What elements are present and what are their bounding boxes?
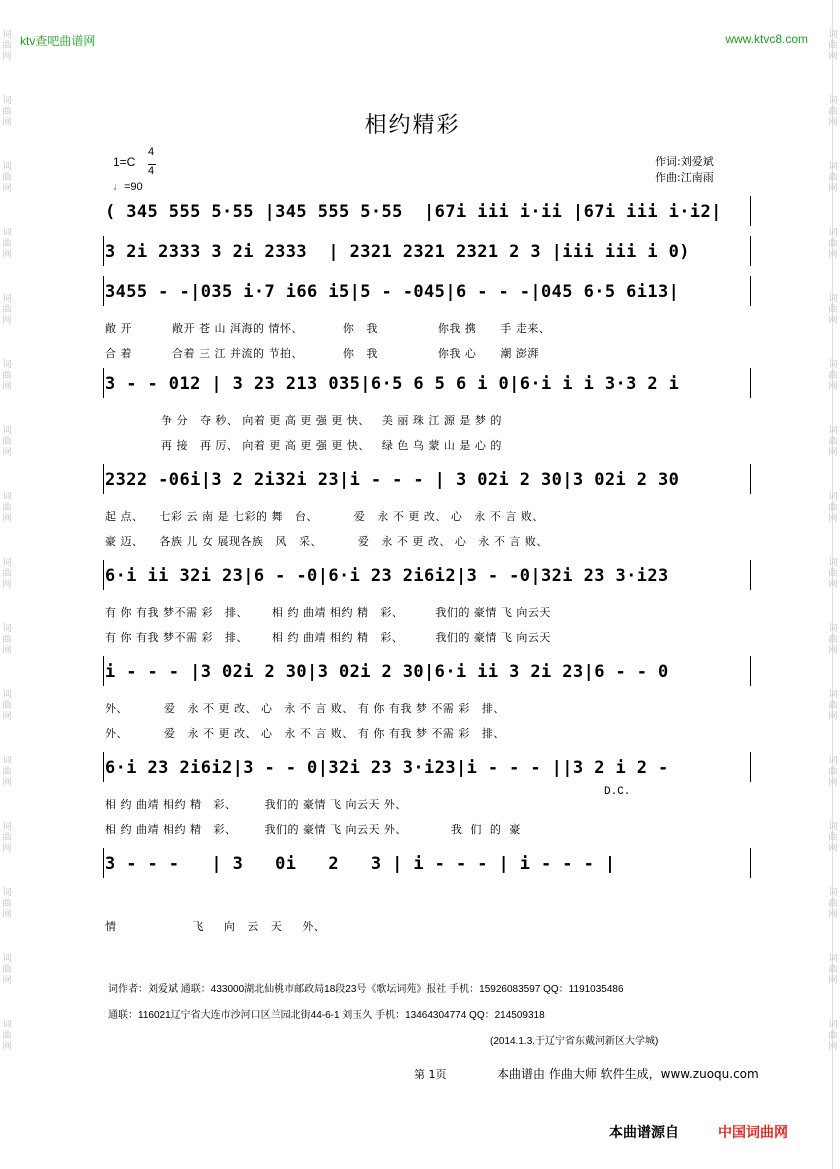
tempo-value: =90 xyxy=(124,181,143,193)
header-site-right[interactable]: www.ktvc8.com xyxy=(725,32,808,46)
time-signature-top: 4 xyxy=(148,146,155,158)
watermark-left: 词 曲 网 xyxy=(2,690,12,722)
staff-edge-barline xyxy=(750,560,751,590)
watermark-right: 词 曲 网 xyxy=(828,162,838,194)
staff-edge-barline xyxy=(103,368,104,398)
lyric-line: 外、 爱 永 不 更 改、 心 永 不 言 败、 有 你 有我 梦 不需 彩 排、 xyxy=(105,702,505,715)
notation-line: 6·i 23 2i6i2|3 - - 0|32i 23 3·i23|i - - - ||3 2 i 2 - xyxy=(105,758,669,778)
notation-line: i - - - |3 02i 2 30|3 02i 2 30|6·i ii 3 2i 23|6 - - 0 xyxy=(105,662,669,682)
dc-marking: D.C. xyxy=(604,786,631,798)
composer-credit: 作曲:江南雨 xyxy=(655,171,714,184)
watermark-left: 词 曲 网 xyxy=(2,228,12,260)
notation-line: 3455 - -|035 i·7 i66 i5|5 - -045|6 - - -|045 6·5 6i13| xyxy=(105,282,680,302)
lyric-line: 相 约 曲靖 相约 精 彩、 我们的 豪情 飞 向云天 外、 我 们 的 豪 xyxy=(105,823,521,836)
key-signature: 1=C xyxy=(113,155,136,169)
staff-edge-barline xyxy=(103,464,104,494)
lyric-line: 相 约 曲靖 相约 精 彩、 我们的 豪情 飞 向云天 外、 xyxy=(105,798,407,811)
watermark-left: 词 曲 网 xyxy=(2,360,12,392)
time-signature-bottom: 4 xyxy=(148,165,155,177)
staff-edge-barline xyxy=(103,276,104,306)
lyric-line: 合 着 合着 三 江 并流的 节拍、 你 我 你我 心 潮 澎湃 xyxy=(105,347,539,360)
watermark-left: 词 曲 网 xyxy=(2,162,12,194)
source-label: 本曲谱源自 xyxy=(609,1125,679,1141)
quarter-note-icon: ♩ xyxy=(113,181,124,193)
watermark-left: 词 曲 网 xyxy=(2,822,12,854)
watermark-right: 词 曲 网 xyxy=(828,492,838,524)
lyric-line: 豪 迈、 各族 儿 女 展现各族 风 采、 爱 永 不 更 改、 心 永 不 言 败、 xyxy=(105,535,548,548)
notation-line: 2322 -06i|3 2 2i32i 23|i - - - | 3 02i 2 30|3 02i 2 30 xyxy=(105,470,680,490)
staff-edge-barline xyxy=(103,560,104,590)
watermark-left: 词 曲 网 xyxy=(2,30,12,62)
watermark-right: 词 曲 网 xyxy=(828,756,838,788)
lyric-line: 敞 开 敞开 苍 山 洱海的 情怀、 你 我 你我 携 手 走来、 xyxy=(105,322,551,335)
staff-edge-barline xyxy=(750,276,751,306)
watermark-right: 词 曲 网 xyxy=(828,558,838,590)
staff-edge-barline xyxy=(750,848,751,878)
watermark-right: 词 曲 网 xyxy=(828,360,838,392)
staff-edge-barline xyxy=(103,236,104,266)
notation-line: ( 345 555 5·55 |345 555 5·55 |67i iii i·ii |67i iii i·i2| xyxy=(105,202,722,222)
notation-line: 3 - - - | 3 0i 2 3 | i - - - | i - - - | xyxy=(105,854,616,874)
staff-edge-barline xyxy=(750,236,751,266)
footer-contact-1: 词作者：刘爱斌 通联：433000湖北仙桃市邮政局18段23号《歌坛词苑》报社 手机：15926083597 QQ：1191035486 xyxy=(108,984,624,995)
lyric-line: 起 点、 七彩 云 南 是 七彩的 舞 台、 爱 永 不 更 改、 心 永 不 言 败、 xyxy=(105,510,544,523)
footer-contact-2: 通联：116021辽宁省大连市沙河口区兰园北街44-6-1 刘玉久 手机：13464304774 QQ：214509318 xyxy=(108,1010,545,1021)
watermark-right: 词 曲 网 xyxy=(828,1020,838,1052)
footer-date: (2014.1.3.于辽宁省东戴河新区大学城) xyxy=(490,1036,659,1047)
notation-line: 6·i ii 32i 23|6 - -0|6·i 23 2i6i2|3 - -0|32i 23 3·i23 xyxy=(105,566,669,586)
lyric-line: 情 飞 向 云 天 外、 xyxy=(105,920,326,933)
song-title: 相约精彩 xyxy=(364,113,461,138)
watermark-right: 词 曲 网 xyxy=(828,96,838,128)
watermark-left: 词 曲 网 xyxy=(2,558,12,590)
staff-edge-barline xyxy=(750,464,751,494)
staff-edge-barline xyxy=(750,752,751,782)
watermark-left: 词 曲 网 xyxy=(2,888,12,920)
staff-edge-barline xyxy=(750,368,751,398)
watermark-right: 词 曲 网 xyxy=(828,690,838,722)
source-site-link[interactable]: 中国词曲网 xyxy=(718,1125,788,1141)
staff-edge-barline xyxy=(103,848,104,878)
watermark-right: 词 曲 网 xyxy=(828,822,838,854)
lyricist-credit: 作词:刘爱斌 xyxy=(655,155,714,168)
lyric-line: 再 接 再 厉、 向着 更 高 更 强 更 快、 绿 色 乌 蒙 山 是 心 的 xyxy=(105,439,502,452)
watermark-right: 词 曲 网 xyxy=(828,624,838,656)
lyric-line: 有 你 有我 梦不需 彩 排、 相 约 曲靖 相约 精 彩、 我们的 豪情 飞 向云天 xyxy=(105,631,551,644)
watermark-left: 词 曲 网 xyxy=(2,1020,12,1052)
page-number: 第 1页 xyxy=(414,1068,447,1081)
staff-edge-barline xyxy=(103,656,104,686)
watermark-left: 词 曲 网 xyxy=(2,624,12,656)
watermark-right: 词 曲 网 xyxy=(828,954,838,986)
watermark-right: 词 曲 网 xyxy=(828,30,838,62)
watermark-left: 词 曲 网 xyxy=(2,294,12,326)
watermark-left: 词 曲 网 xyxy=(2,756,12,788)
header-site-left[interactable]: ktv查吧曲谱网 xyxy=(20,34,96,48)
watermark-left: 词 曲 网 xyxy=(2,492,12,524)
lyric-line: 争 分 夺 秒、 向着 更 高 更 强 更 快、 美 丽 珠 江 源 是 梦 的 xyxy=(105,414,502,427)
staff-edge-barline xyxy=(750,196,751,226)
lyric-line: 有 你 有我 梦不需 彩 排、 相 约 曲靖 相约 精 彩、 我们的 豪情 飞 向云天 xyxy=(105,606,551,619)
watermark-right: 词 曲 网 xyxy=(828,294,838,326)
watermark-right: 词 曲 网 xyxy=(828,888,838,920)
watermark-right: 词 曲 网 xyxy=(828,426,838,458)
staff-edge-barline xyxy=(103,752,104,782)
staff-edge-barline xyxy=(750,656,751,686)
notation-line: 3 - - 012 | 3 23 213 035|6·5 6 5 6 i 0|6·i i i 3·3 2 i xyxy=(105,374,680,394)
watermark-left: 词 曲 网 xyxy=(2,96,12,128)
generator-note: 本曲谱由 作曲大师 软件生成，www.zuoqu.com xyxy=(497,1067,759,1081)
notation-line: 3 2i 2333 3 2i 2333 | 2321 2321 2321 2 3 |iii iii i 0) xyxy=(105,242,690,262)
watermark-left: 词 曲 网 xyxy=(2,954,12,986)
watermark-right: 词 曲 网 xyxy=(828,228,838,260)
tempo-marking xyxy=(113,181,143,193)
watermark-left: 词 曲 网 xyxy=(2,426,12,458)
lyric-line: 外、 爱 永 不 更 改、 心 永 不 言 败、 有 你 有我 梦 不需 彩 排、 xyxy=(105,727,505,740)
